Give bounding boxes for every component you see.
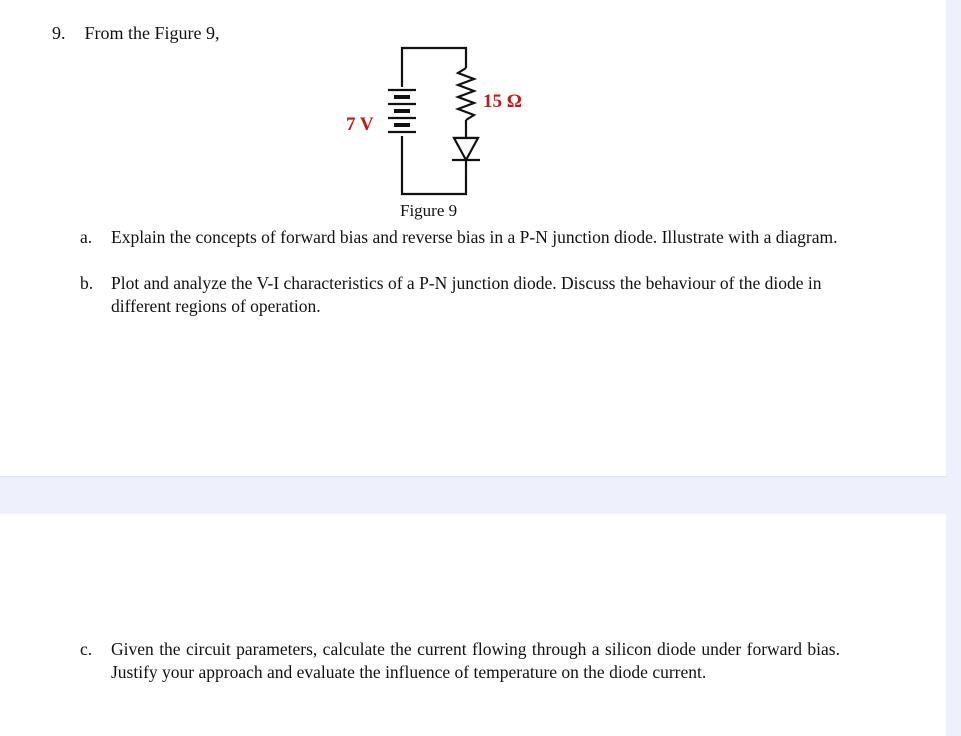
item-text: Given the circuit parameters, calculate the current flowing through a silicon diode under forward bias. Justify your approach and evaluate the influence of temperature on the diode current. (111, 639, 840, 682)
source-voltage-label: 7 V (346, 114, 374, 135)
question-intro: From the Figure 9, (84, 23, 220, 43)
circuit-diagram (340, 40, 560, 205)
circuit-wires (402, 48, 466, 194)
sub-question-a (80, 226, 840, 249)
figure-caption: Figure 9 (400, 201, 458, 220)
item-label: c. (80, 639, 93, 659)
sub-question-c (80, 638, 840, 684)
document-page-2 (0, 514, 946, 736)
item-text: Plot and analyze the V-I characteristics of a P-N junction diode. Discuss the behaviour of the diode in different regions of operation. (111, 273, 822, 316)
battery-symbol (388, 90, 416, 132)
resistor-symbol (458, 68, 474, 120)
question-header (52, 22, 220, 44)
item-label: b. (80, 273, 94, 293)
item-label: a. (80, 227, 93, 247)
resistor-value-label: 15 Ω (483, 91, 522, 112)
sub-question-b (80, 272, 840, 318)
diode-symbol (452, 138, 480, 172)
viewer-scroll-gutter (946, 0, 961, 736)
item-text: Explain the concepts of forward bias and reverse bias in a P-N junction diode. Illustrate with a diagram. (111, 227, 838, 247)
question-number: 9. (52, 23, 66, 43)
